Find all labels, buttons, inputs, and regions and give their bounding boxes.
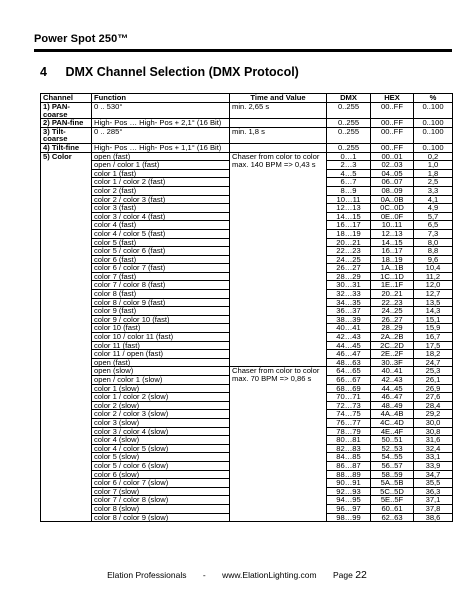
pct-cell: 27,6 xyxy=(414,393,453,402)
pct-cell: 0..100 xyxy=(414,127,453,143)
hex-cell: 1E..1F xyxy=(371,281,414,290)
function-cell: color 11 / open (fast) xyxy=(92,350,230,359)
hex-cell: 2C..2D xyxy=(371,341,414,350)
pct-cell: 30,0 xyxy=(414,418,453,427)
function-cell: open (fast) xyxy=(92,152,230,161)
function-cell: 0 .. 285° xyxy=(92,127,230,143)
dmx-cell: 14…15 xyxy=(327,212,371,221)
hex-cell: 62..63 xyxy=(371,513,414,522)
hex-cell: 00..FF xyxy=(371,127,414,143)
hex-cell: 1A..1B xyxy=(371,264,414,273)
dmx-cell: 94…95 xyxy=(327,496,371,505)
page-footer xyxy=(0,569,474,581)
hex-cell: 06..07 xyxy=(371,178,414,187)
column-header-hex: HEX xyxy=(371,94,414,103)
pct-cell: 12,7 xyxy=(414,290,453,299)
dmx-cell: 74…75 xyxy=(327,410,371,419)
function-cell: color 9 / color 10 (fast) xyxy=(92,315,230,324)
hex-cell: 0C..0D xyxy=(371,204,414,213)
hex-cell: 28..29 xyxy=(371,324,414,333)
function-cell: color 7 / color 8 (fast) xyxy=(92,281,230,290)
dmx-cell: 6…7 xyxy=(327,178,371,187)
dmx-cell: 92…93 xyxy=(327,487,371,496)
dmx-cell: 34…35 xyxy=(327,298,371,307)
dmx-cell: 78…79 xyxy=(327,427,371,436)
hex-cell: 08..09 xyxy=(371,186,414,195)
hex-cell: 24..25 xyxy=(371,307,414,316)
dmx-cell: 18…19 xyxy=(327,229,371,238)
function-cell: color 7 (fast) xyxy=(92,272,230,281)
dmx-cell: 0..255 xyxy=(327,143,371,152)
dmx-cell: 66…67 xyxy=(327,376,371,385)
function-cell: color 6 / color 7 (slow) xyxy=(92,479,230,488)
function-cell: color 1 / color 2 (slow) xyxy=(92,393,230,402)
dmx-cell: 72…73 xyxy=(327,401,371,410)
function-cell: color 6 / color 7 (fast) xyxy=(92,264,230,273)
function-cell: color 5 / color 6 (slow) xyxy=(92,461,230,470)
hex-cell: 12..13 xyxy=(371,229,414,238)
dmx-cell: 16…17 xyxy=(327,221,371,230)
hex-cell: 4E..4F xyxy=(371,427,414,436)
function-cell: open / color 1 (fast) xyxy=(92,161,230,170)
pct-cell: 13,5 xyxy=(414,298,453,307)
pct-cell: 7,3 xyxy=(414,229,453,238)
dmx-cell: 80…81 xyxy=(327,436,371,445)
pct-cell: 12,0 xyxy=(414,281,453,290)
function-cell: open / color 1 (slow) xyxy=(92,376,230,385)
column-header-channel: Channel xyxy=(41,94,92,103)
dmx-cell: 38…39 xyxy=(327,315,371,324)
function-cell: color 1 / color 2 (fast) xyxy=(92,178,230,187)
hex-cell: 0A..0B xyxy=(371,195,414,204)
dmx-cell: 8…9 xyxy=(327,186,371,195)
hex-cell: 58..59 xyxy=(371,470,414,479)
header-rule xyxy=(34,49,452,52)
pct-cell: 2,5 xyxy=(414,178,453,187)
pct-cell: 5,7 xyxy=(414,212,453,221)
dmx-cell: 42…43 xyxy=(327,333,371,342)
footer-page-label: Page xyxy=(332,570,353,580)
dmx-cell: 4…5 xyxy=(327,169,371,178)
pct-cell: 33,9 xyxy=(414,461,453,470)
pct-cell: 4,1 xyxy=(414,195,453,204)
dmx-cell: 32…33 xyxy=(327,290,371,299)
pct-cell: 35,5 xyxy=(414,479,453,488)
column-header-percent: % xyxy=(414,94,453,103)
pct-cell: 18,2 xyxy=(414,350,453,359)
pct-cell: 26,1 xyxy=(414,376,453,385)
pct-cell: 38,6 xyxy=(414,513,453,522)
hex-cell: 00..FF xyxy=(371,119,414,128)
function-cell: color 8 (fast) xyxy=(92,290,230,299)
dmx-cell: 68…69 xyxy=(327,384,371,393)
column-header-function: Function xyxy=(92,94,230,103)
function-cell: High- Pos … High- Pos + 2,1° (16 Bit) xyxy=(92,119,230,128)
dmx-cell: 0…1 xyxy=(327,152,371,161)
function-cell: color 2 (fast) xyxy=(92,186,230,195)
hex-cell: 5E..5F xyxy=(371,496,414,505)
pct-cell: 32,4 xyxy=(414,444,453,453)
dmx-cell: 10…11 xyxy=(327,195,371,204)
pct-cell: 4,9 xyxy=(414,204,453,213)
dmx-cell: 98…99 xyxy=(327,513,371,522)
function-cell: color 4 / color 5 (fast) xyxy=(92,229,230,238)
function-cell: color 3 (fast) xyxy=(92,204,230,213)
dmx-cell: 86…87 xyxy=(327,461,371,470)
pct-cell: 1,0 xyxy=(414,161,453,170)
dmx-cell: 76…77 xyxy=(327,418,371,427)
hex-cell: 5C..5D xyxy=(371,487,414,496)
function-cell: color 1 (slow) xyxy=(92,384,230,393)
hex-cell: 10..11 xyxy=(371,221,414,230)
function-cell: color 2 / color 3 (fast) xyxy=(92,195,230,204)
hex-cell: 18..19 xyxy=(371,255,414,264)
channel-cell: 4) Tilt-fine xyxy=(41,143,92,152)
dmx-cell: 0..255 xyxy=(327,119,371,128)
section-number: 4 xyxy=(40,65,47,79)
function-cell: color 4 (slow) xyxy=(92,436,230,445)
table-row xyxy=(41,119,453,128)
product-title: Power Spot 250™ xyxy=(34,33,129,45)
dmx-cell: 82…83 xyxy=(327,444,371,453)
pct-cell: 17,5 xyxy=(414,341,453,350)
pct-cell: 0,2 xyxy=(414,152,453,161)
pct-cell: 3,3 xyxy=(414,186,453,195)
dmx-cell: 84…85 xyxy=(327,453,371,462)
hex-cell: 16..17 xyxy=(371,247,414,256)
hex-cell: 5A..5B xyxy=(371,479,414,488)
pct-cell: 30,8 xyxy=(414,427,453,436)
pct-cell: 8,0 xyxy=(414,238,453,247)
pct-cell: 8,8 xyxy=(414,247,453,256)
dmx-cell: 28…29 xyxy=(327,272,371,281)
function-cell: color 4 / color 5 (slow) xyxy=(92,444,230,453)
function-cell: High- Pos … High- Pos + 1,1° (16 Bit) xyxy=(92,143,230,152)
table-header-row xyxy=(41,94,453,103)
hex-cell: 52..53 xyxy=(371,444,414,453)
pct-cell: 37,1 xyxy=(414,496,453,505)
dmx-cell: 0..255 xyxy=(327,127,371,143)
hex-cell: 20..21 xyxy=(371,290,414,299)
function-cell: color 8 / color 9 (fast) xyxy=(92,298,230,307)
function-cell: open (fast) xyxy=(92,358,230,367)
hex-cell: 14..15 xyxy=(371,238,414,247)
function-cell: color 10 (fast) xyxy=(92,324,230,333)
function-cell: color 6 (fast) xyxy=(92,255,230,264)
footer-separator: - xyxy=(202,570,206,580)
function-cell: color 9 (fast) xyxy=(92,307,230,316)
time-value-cell xyxy=(230,119,327,128)
pct-cell: 24,7 xyxy=(414,358,453,367)
time-value-cell xyxy=(230,143,327,152)
dmx-cell: 48…63 xyxy=(327,358,371,367)
function-cell: color 3 / color 4 (slow) xyxy=(92,427,230,436)
function-cell: color 4 (fast) xyxy=(92,221,230,230)
dmx-cell: 2…3 xyxy=(327,161,371,170)
dmx-cell: 90…91 xyxy=(327,479,371,488)
pct-cell: 6,5 xyxy=(414,221,453,230)
dmx-cell: 24…25 xyxy=(327,255,371,264)
pct-cell: 16,7 xyxy=(414,333,453,342)
pct-cell: 29,2 xyxy=(414,410,453,419)
function-cell: color 3 (slow) xyxy=(92,418,230,427)
table-row xyxy=(41,152,453,161)
function-cell: color 2 (slow) xyxy=(92,401,230,410)
channel-cell: 3) Tilt-coarse xyxy=(41,127,92,143)
hex-cell: 00..FF xyxy=(371,143,414,152)
dmx-channel-table xyxy=(40,93,453,522)
section-heading xyxy=(40,65,299,79)
channel-cell: 2) PAN-fine xyxy=(41,119,92,128)
column-header-dmx: DMX xyxy=(327,94,371,103)
dmx-cell: 88…89 xyxy=(327,470,371,479)
function-cell: color 7 / color 8 (slow) xyxy=(92,496,230,505)
hex-cell: 2A..2B xyxy=(371,333,414,342)
hex-cell: 1C..1D xyxy=(371,272,414,281)
dmx-cell: 70…71 xyxy=(327,393,371,402)
channel-cell: 5) Color xyxy=(41,152,92,522)
table-row xyxy=(41,367,453,376)
channel-cell: 1) PAN-coarse xyxy=(41,103,92,119)
pct-cell: 15,9 xyxy=(414,324,453,333)
hex-cell: 0E..0F xyxy=(371,212,414,221)
pct-cell: 15,1 xyxy=(414,315,453,324)
function-cell: color 11 (fast) xyxy=(92,341,230,350)
table-body xyxy=(41,103,453,522)
section-title: DMX Channel Selection (DMX Protocol) xyxy=(65,65,299,79)
pct-cell: 9,6 xyxy=(414,255,453,264)
hex-cell: 22..23 xyxy=(371,298,414,307)
time-value-cell: Chaser from color to color max. 140 BPM => 0,43 s xyxy=(230,152,327,367)
function-cell: color 2 / color 3 (slow) xyxy=(92,410,230,419)
column-header-time-value: Time and Value xyxy=(230,94,327,103)
pct-cell: 33,1 xyxy=(414,453,453,462)
pct-cell: 14,3 xyxy=(414,307,453,316)
hex-cell: 56..57 xyxy=(371,461,414,470)
hex-cell: 00..01 xyxy=(371,152,414,161)
dmx-cell: 96…97 xyxy=(327,504,371,513)
hex-cell: 4A..4B xyxy=(371,410,414,419)
function-cell: 0 .. 530° xyxy=(92,103,230,119)
hex-cell: 00..FF xyxy=(371,103,414,119)
hex-cell: 54..55 xyxy=(371,453,414,462)
function-cell: color 5 (slow) xyxy=(92,453,230,462)
table-row xyxy=(41,127,453,143)
function-cell: color 5 / color 6 (fast) xyxy=(92,247,230,256)
dmx-cell: 46…47 xyxy=(327,350,371,359)
hex-cell: 02..03 xyxy=(371,161,414,170)
time-value-cell: Chaser from color to color max. 70 BPM => 0,86 s xyxy=(230,367,327,522)
pct-cell: 0..100 xyxy=(414,103,453,119)
pct-cell: 11,2 xyxy=(414,272,453,281)
footer-website: www.ElationLighting.com xyxy=(222,570,317,580)
pct-cell: 10,4 xyxy=(414,264,453,273)
pct-cell: 0..100 xyxy=(414,119,453,128)
hex-cell: 30..3F xyxy=(371,358,414,367)
hex-cell: 40..41 xyxy=(371,367,414,376)
dmx-cell: 26…27 xyxy=(327,264,371,273)
function-cell: color 7 (slow) xyxy=(92,487,230,496)
dmx-cell: 0..255 xyxy=(327,103,371,119)
function-cell: color 6 (slow) xyxy=(92,470,230,479)
pct-cell: 34,7 xyxy=(414,470,453,479)
dmx-cell: 12…13 xyxy=(327,204,371,213)
table-row xyxy=(41,103,453,119)
dmx-cell: 30…31 xyxy=(327,281,371,290)
hex-cell: 50..51 xyxy=(371,436,414,445)
pct-cell: 0..100 xyxy=(414,143,453,152)
function-cell: color 3 / color 4 (fast) xyxy=(92,212,230,221)
time-value-cell: min. 2,65 s xyxy=(230,103,327,119)
time-value-cell: min. 1,8 s xyxy=(230,127,327,143)
hex-cell: 4C..4D xyxy=(371,418,414,427)
function-cell: color 5 (fast) xyxy=(92,238,230,247)
pct-cell: 25,3 xyxy=(414,367,453,376)
dmx-cell: 40…41 xyxy=(327,324,371,333)
pct-cell: 1,8 xyxy=(414,169,453,178)
hex-cell: 42..43 xyxy=(371,376,414,385)
hex-cell: 2E..2F xyxy=(371,350,414,359)
table-row xyxy=(41,143,453,152)
pct-cell: 37,8 xyxy=(414,504,453,513)
hex-cell: 46..47 xyxy=(371,393,414,402)
dmx-cell: 44…45 xyxy=(327,341,371,350)
pct-cell: 28,4 xyxy=(414,401,453,410)
hex-cell: 44..45 xyxy=(371,384,414,393)
dmx-cell: 20…21 xyxy=(327,238,371,247)
function-cell: open (slow) xyxy=(92,367,230,376)
function-cell: color 10 / color 11 (fast) xyxy=(92,333,230,342)
hex-cell: 48..49 xyxy=(371,401,414,410)
function-cell: color 8 / color 9 (slow) xyxy=(92,513,230,522)
dmx-cell: 36…37 xyxy=(327,307,371,316)
pct-cell: 31,6 xyxy=(414,436,453,445)
hex-cell: 26..27 xyxy=(371,315,414,324)
function-cell: color 8 (slow) xyxy=(92,504,230,513)
dmx-cell: 64…65 xyxy=(327,367,371,376)
dmx-cell: 22…23 xyxy=(327,247,371,256)
footer-page-number: 22 xyxy=(355,569,367,581)
pct-cell: 26,9 xyxy=(414,384,453,393)
footer-company: Elation Professionals xyxy=(107,570,187,580)
hex-cell: 04..05 xyxy=(371,169,414,178)
hex-cell: 60..61 xyxy=(371,504,414,513)
function-cell: color 1 (fast) xyxy=(92,169,230,178)
pct-cell: 36,3 xyxy=(414,487,453,496)
